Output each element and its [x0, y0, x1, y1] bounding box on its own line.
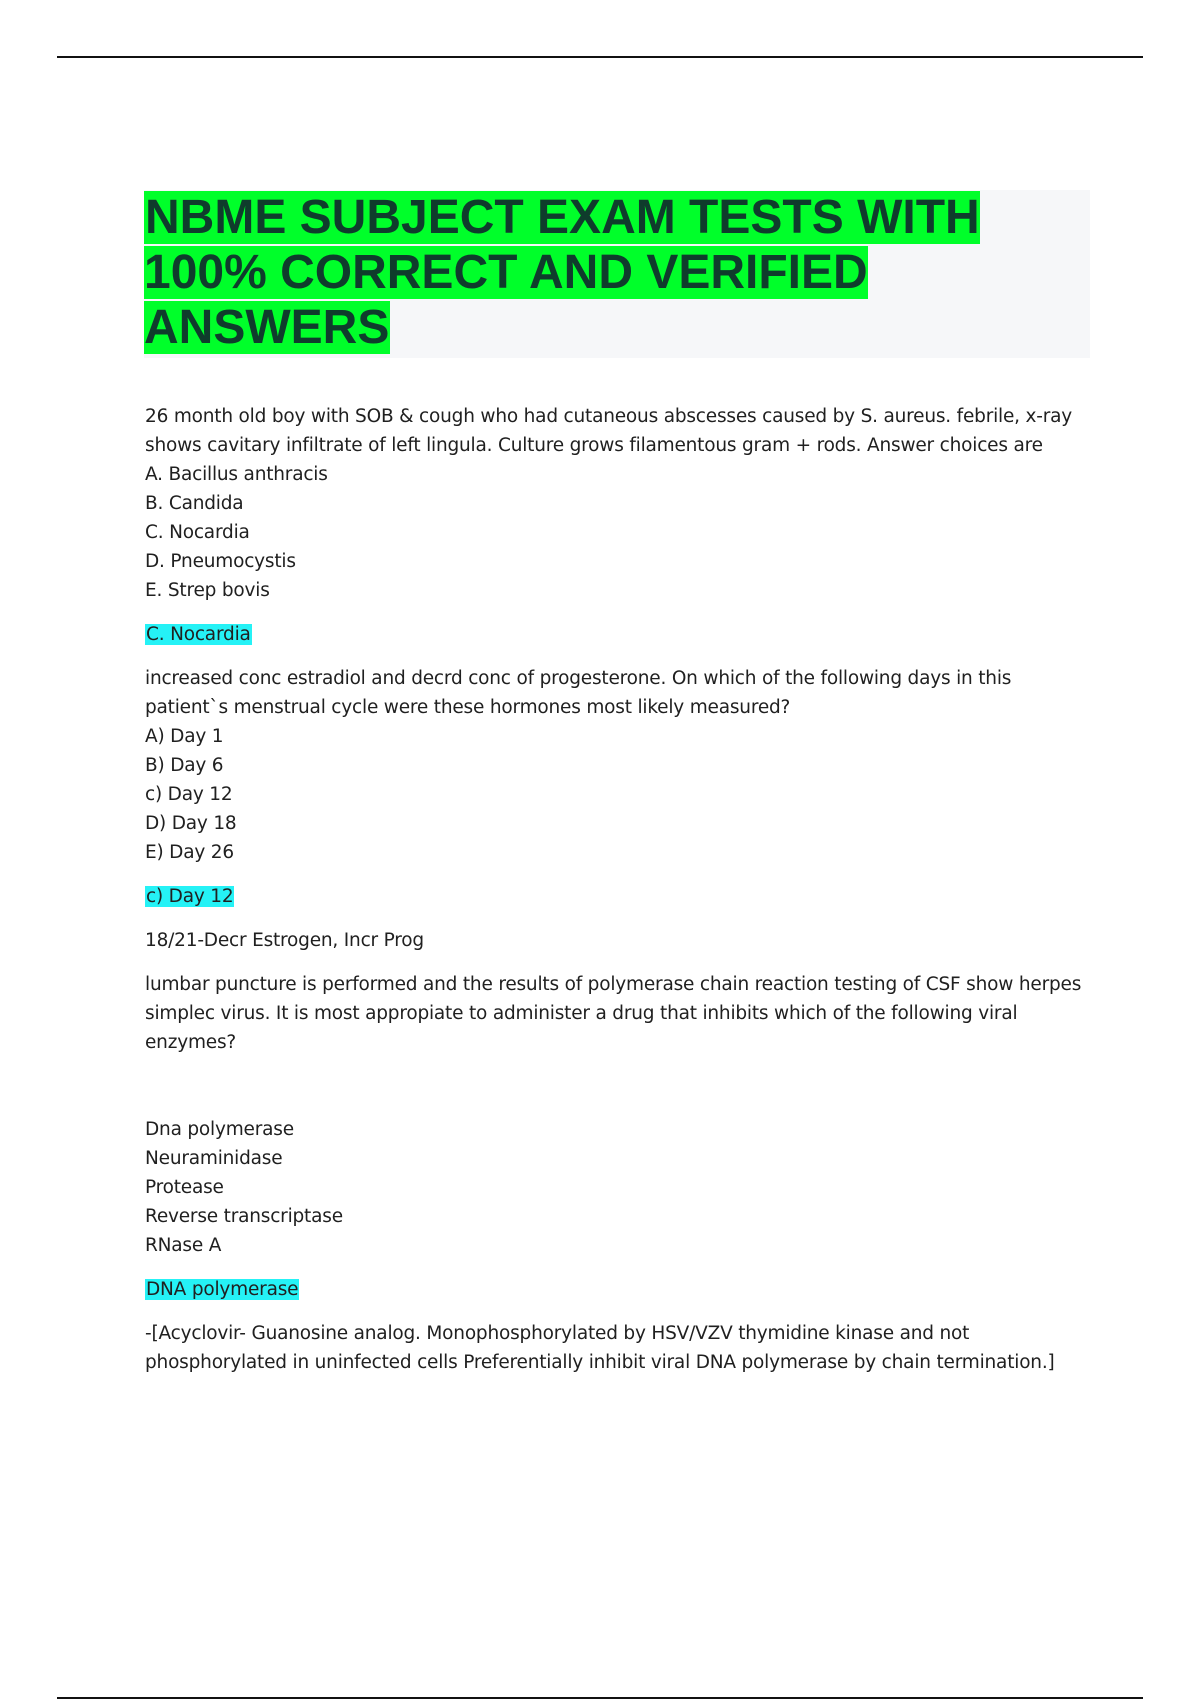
answer-option-d: Reverse transcriptase	[145, 1206, 343, 1227]
correct-answer	[145, 1275, 1090, 1304]
answer-highlight: C. Nocardia	[146, 624, 251, 645]
answer-option-d: D) Day 18	[145, 813, 237, 834]
answer-option-a: Dna polymerase	[145, 1119, 294, 1140]
spacer	[145, 1057, 1090, 1115]
question-stem: increased conc estradiol and decrd conc of progesterone. On which of the following days in this patient`s menstrual cycle were these hormones most likely measured?	[145, 668, 1012, 718]
answer-option-c: C. Nocardia	[145, 522, 250, 543]
correct-answer	[145, 882, 1090, 911]
answer-option-a: A) Day 1	[145, 726, 224, 747]
answer-option-e: E) Day 26	[145, 842, 234, 863]
answer-highlight: DNA polymerase	[146, 1279, 299, 1300]
answer-option-e: E. Strep bovis	[145, 580, 270, 601]
answer-option-e: RNase A	[145, 1235, 222, 1256]
document-body	[145, 402, 1090, 1392]
answer-option-a: A. Bacillus anthracis	[145, 464, 328, 485]
question-stem: lumbar puncture is performed and the results of polymerase chain reaction testing of CSF show herpes simplec virus. It is most appropiate to administer a drug that inhibits which of the following viral enzymes?	[145, 974, 1082, 1053]
answer-highlight: c) Day 12	[146, 886, 234, 907]
top-rule	[57, 56, 1143, 58]
title-block	[144, 190, 1090, 358]
question-2	[145, 664, 1090, 955]
question-1	[145, 402, 1090, 649]
correct-answer	[145, 620, 1090, 649]
document-title	[144, 190, 1004, 355]
answer-option-d: D. Pneumocystis	[145, 551, 296, 572]
question-stem: 26 month old boy with SOB & cough who had cutaneous abscesses caused by S. aureus. febrile, x-ray shows cavitary infiltrate of left lingula. Culture grows filamentous gram + rods. Answer choices are	[145, 406, 1073, 456]
answer-option-b: B) Day 6	[145, 755, 224, 776]
answer-option-c: c) Day 12	[145, 784, 233, 805]
bottom-rule	[57, 1697, 1143, 1699]
title-highlight: NBME SUBJECT EXAM TESTS WITH 100% CORRECT AND VERIFIED ANSWERS	[144, 191, 980, 354]
answer-option-c: Protease	[145, 1177, 224, 1198]
answer-option-b: B. Candida	[145, 493, 244, 514]
question-3	[145, 970, 1090, 1377]
answer-note: 18/21-Decr Estrogen, Incr Prog	[145, 930, 424, 951]
answer-option-b: Neuraminidase	[145, 1148, 283, 1169]
answer-note: -[Acyclovir- Guanosine analog. Monophosphorylated by HSV/VZV thymidine kinase and not phosphorylated in uninfected cells Preferentially inhibit viral DNA polymerase by chain termination.]	[145, 1323, 1055, 1373]
